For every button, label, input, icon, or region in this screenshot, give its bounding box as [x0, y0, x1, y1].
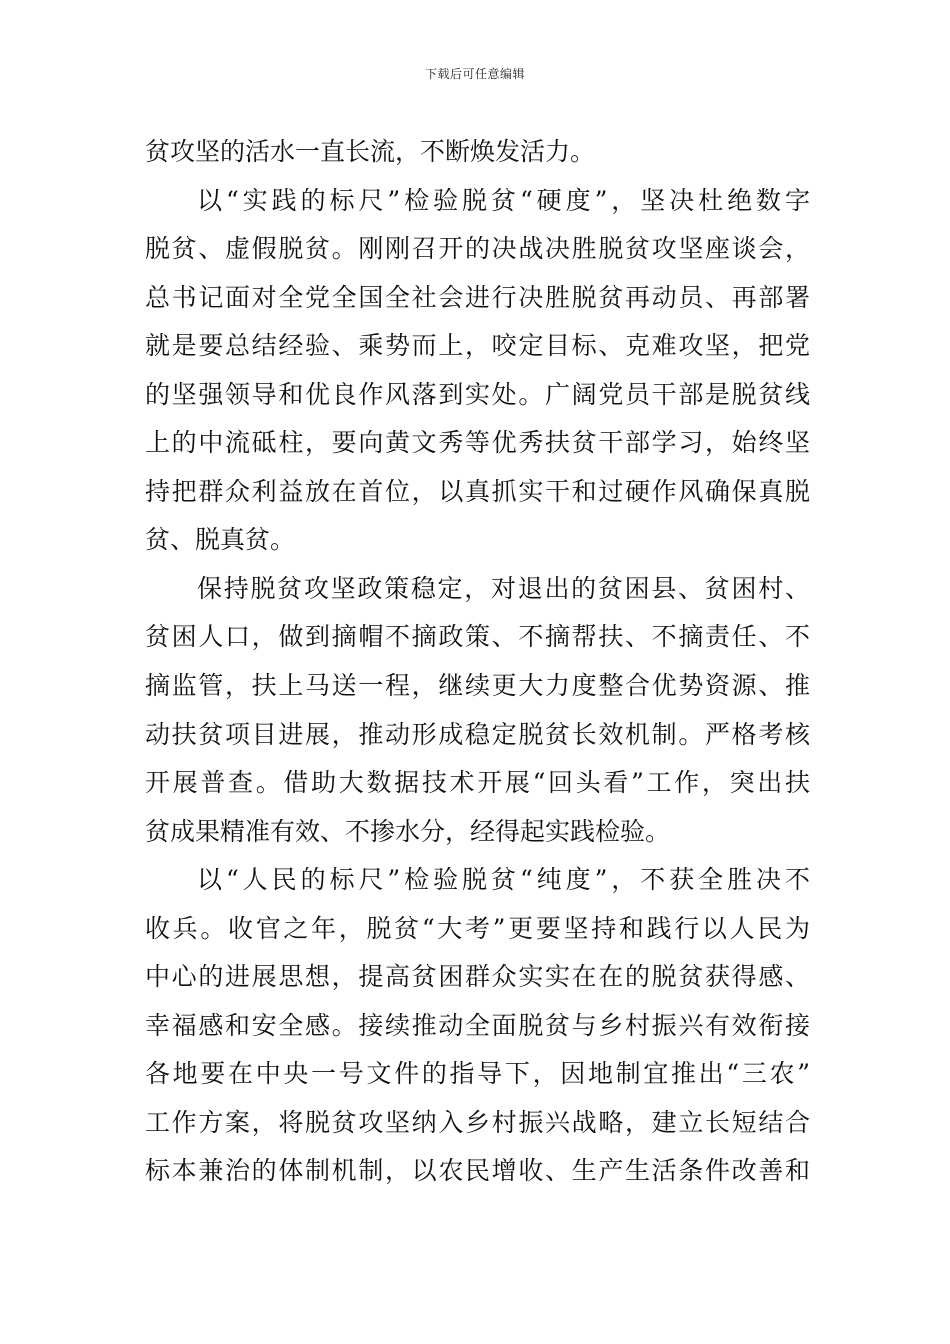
page-header: 下载后可任意编辑	[424, 67, 525, 81]
text-line: 保持脱贫攻坚政策稳定，对退出的贫困县、贫困村、	[197, 573, 810, 603]
text-line: 摘监管，扶上马送一程，继续更大力度整合优势资源、推	[145, 671, 810, 701]
text-line: 上的中流砥柱，要向黄文秀等优秀扶贫干部学习，始终坚	[145, 428, 810, 458]
text-line: 脱贫、虚假脱贫。刚刚召开的决战决胜脱贫攻坚座谈会，	[145, 234, 810, 264]
text-line: 各地要在中央一号文件的指导下，因地制宜推出“三农”	[145, 1059, 810, 1089]
text-line: 中心的进展思想，提高贫困群众实实在在的脱贫获得感、	[145, 962, 810, 992]
text-line: 的坚强领导和优良作风落到实处。广阔党员干部是脱贫线	[145, 379, 810, 409]
text-line: 贫、脱真贫。	[145, 525, 296, 555]
text-line: 以“人民的标尺”检验脱贫“纯度”，不获全胜决不	[197, 865, 810, 895]
text-line: 幸福感和安全感。接续推动全面脱贫与乡村振兴有效衔接	[145, 1010, 810, 1040]
text-line: 收兵。收官之年，脱贫“大考”更要坚持和践行以人民为	[145, 913, 810, 943]
body-text	[145, 128, 810, 1196]
text-line: 贫成果精准有效、不掺水分，经得起实践检验。	[145, 816, 671, 846]
text-line: 以“实践的标尺”检验脱贫“硬度”，坚决杜绝数字	[197, 185, 810, 215]
text-line: 贫困人口，做到摘帽不摘政策、不摘帮扶、不摘责任、不	[145, 622, 810, 652]
text-line: 工作方案，将脱贫攻坚纳入乡村振兴战略，建立长短结合	[145, 1107, 810, 1137]
text-line: 开展普查。借助大数据技术开展“回头看”工作，突出扶	[145, 768, 810, 798]
text-line: 持把群众利益放在首位，以真抓实干和过硬作风确保真脱	[145, 476, 810, 506]
text-line: 动扶贫项目进展，推动形成稳定脱贫长效机制。严格考核	[145, 719, 810, 749]
text-line: 标本兼治的体制机制，以农民增收、生产生活条件改善和	[145, 1156, 810, 1186]
text-line: 就是要总结经验、乘势而上，咬定目标、克难攻坚，把党	[145, 331, 810, 361]
text-line: 贫攻坚的活水一直长流，不断焕发活力。	[145, 137, 596, 166]
text-line: 总书记面对全党全国全社会进行决胜脱贫再动员、再部署	[145, 282, 810, 312]
